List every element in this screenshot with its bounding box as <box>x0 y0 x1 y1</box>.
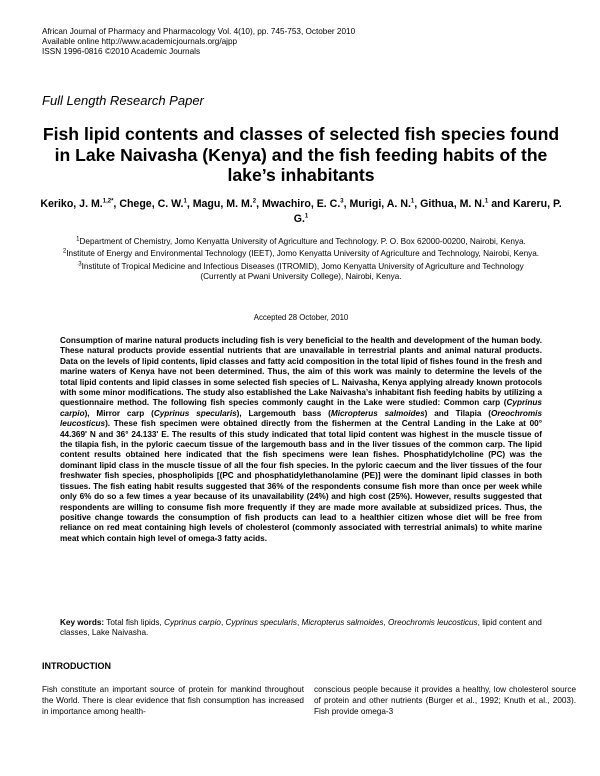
author-name: Kareru, P. G. <box>293 198 562 225</box>
affiliation-item <box>60 262 542 283</box>
journal-header <box>42 27 355 57</box>
journal-issn: ISSN 1996-0816 ©2010 Academic Journals <box>42 47 201 56</box>
author-name: Murigi, A. N. <box>349 198 411 210</box>
author-affiliation-mark: 1 <box>304 213 309 220</box>
author-affiliation-mark: 3 <box>340 198 344 205</box>
keywords: Key words: Total fish lipids, Cyprinus carpio, Cyprinus specularis, Micropterus salmoides, Oreochromis leucosticus, lipid content and classes, Lake Naivasha. <box>60 618 542 638</box>
author-separator: , <box>414 198 421 210</box>
author-name: Githua, M. N. <box>420 198 485 210</box>
affiliations <box>60 237 542 285</box>
affiliation-number: 2 <box>62 248 67 255</box>
affiliation-number: 3 <box>78 261 82 268</box>
intro-column-left: Fish constitute an important source of protein for mankind throughout the World. There is clear evidence that fish consumption has increased in importance among health- <box>42 685 304 717</box>
affiliation-text: Department of Chemistry, Jomo Kenyatta University of Agriculture and Technology. P. O. Box 62000-00200, Nairobi, Kenya. <box>79 237 526 246</box>
author-separator: , <box>343 198 350 210</box>
species-name: Oreochromis leucosticus <box>60 408 542 429</box>
paper-title: Fish lipid contents and classes of selected fish species found in Lake Naivasha (Kenya) and the fish feeding habits of the lake’s inhabitants <box>42 124 560 185</box>
section-heading-introduction: INTRODUCTION <box>42 661 111 671</box>
author-name: Chege, C. W. <box>119 198 184 210</box>
author-name: Mwachiro, E. C. <box>261 198 341 210</box>
author-separator: , <box>256 198 262 210</box>
affiliation-number: 1 <box>76 236 80 243</box>
affiliation-item <box>60 237 542 247</box>
author-name: Keriko, J. M. <box>40 198 103 210</box>
author-separator: and <box>488 198 513 210</box>
author-name: Magu, M. M. <box>192 198 253 210</box>
author-affiliation-mark: 1 <box>183 198 187 205</box>
keywords-label: Key words: <box>60 618 105 627</box>
author-separator: , <box>186 198 193 210</box>
species-name: Cyprinus specularis <box>153 408 237 418</box>
author-affiliation-mark: 2 <box>252 198 257 205</box>
affiliation-text: Institute of Tropical Medicine and Infectious Diseases (ITROMID), Jomo Kenyatta University of Agriculture and Technology (Currently at Pwani University College), Nairobi, Kenya. <box>81 261 524 282</box>
affiliation-item <box>60 249 542 259</box>
author-separator: , <box>113 198 120 210</box>
paper-type: Full Length Research Paper <box>42 93 204 108</box>
author-list <box>40 197 562 227</box>
author-affiliation-mark: 1 <box>484 198 489 205</box>
journal-citation: African Journal of Pharmacy and Pharmacology Vol. 4(10), pp. 745-753, October 2010 <box>42 27 356 36</box>
author-affiliation-mark: 1,2* <box>102 198 114 205</box>
affiliation-text: Institute of Energy and Environmental Technology (IEET), Jomo Kenyatta University of Agriculture and Technology, Nairobi, Kenya. <box>66 249 540 259</box>
accepted-date: Accepted 28 October, 2010 <box>253 313 349 322</box>
author-affiliation-mark: 1 <box>410 198 415 205</box>
species-name: Micropterus salmoides <box>330 408 425 418</box>
species-name: Cyprinus carpio <box>60 398 542 418</box>
abstract: Consumption of marine natural products including fish is very beneficial to the health and development of the human body. These natural products provide essential nutrients that are unavailable in terrestrial plants and animal natural products. Data on the levels of lipid contents, lipid classes and fatty acid composition in the total lipid of fishes found in the fresh and marine waters of Kenya have not been determined. Thus, the aim of this work was mainly to determine the levels of the total lipid contents and lipid classes in some selected fish species of L. Naivasha, Kenya applying already known protocols with some minor modifications. The study also established the Lake Naivasha’s inhabitant fish feeding habits by utilizing a questionnaire method. The following fish species commonly caught in the Lake were studied: Common carp (Cyprinus carpio), Mirror carp (Cyprinus specularis), Largemouth bass (Micropterus salmoides) and Tilapia (Oreochromis leucosticus). These fish specimen were obtained directly from the fishermen at the Central Landing in the Lake at 00° 44.369' N and 36° 24.133' E. The results of this study indicated that total lipid content was highest in the muscle tissue of the tilapia fish, in the pyloric caecum tissue of the largemouth bass and in the liver tissues of the common carp. The lipid content results obtained here indicated that the fish specimens were lean fishes. Phosphatidylcholine (PC) was the dominant lipid class in the muscle tissue of all the four fish species. In the pyloric caecum and the liver tissues of the four freshwater fish species, phospholipids [(PC and phosphatidylethanolamine (PE)] were the dominant lipid classes in both tissues. The fish eating habit results suggested that 36% of the respondents consume fish more than once per week while only 6% do so a few times a year because of its unavailability (24%) and high cost (25%). However, results suggested that respondents are willing to consume fish more frequently if they are made more available at subsidized prices. Thus, the positive change towards the consumption of fish products can lead to a healthier citizen whose diet will be free from reliance on red meat containing high levels of cholesterol (commonly associated with terrestrial animals) to white marine meat which contain high level of omega-3 fatty acids. <box>60 336 542 543</box>
journal-url: Available online http://www.academicjournals.org/ajpp <box>42 37 238 46</box>
intro-column-right: conscious people because it provides a healthy, low cholesterol source of protein and other nutrients (Burger et al., 1992; Knuth et al., 2003). Fish provide omega-3 <box>314 685 576 717</box>
